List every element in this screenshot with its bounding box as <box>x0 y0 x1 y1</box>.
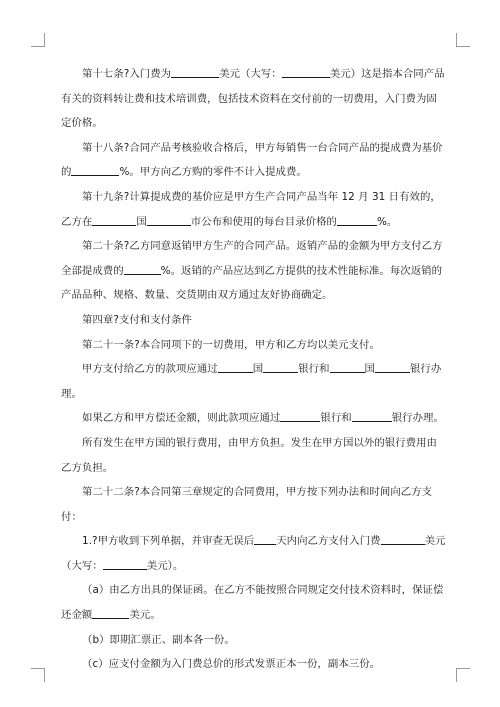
article-22: 第二十二条?本合同第三章规定的合同费用，甲方按下列办法和时间向乙方支付： <box>61 486 433 523</box>
payment-item-1 <box>61 529 446 578</box>
bank-name-1-blank <box>263 361 298 373</box>
article-17 <box>61 62 446 136</box>
item-c: （c）应支付金额为入门费总价的形式发票正本一份，副本三份。 <box>82 658 381 671</box>
crop-mark-bottom-left <box>31 668 45 682</box>
days-blank <box>254 533 276 545</box>
payment-bank-mid1: 国 <box>252 363 264 376</box>
guarantee-amount-blank <box>92 607 129 619</box>
document-body <box>61 62 446 677</box>
bank-fees-clause: 所有发生在甲方国的银行费用，由甲方负担。发生在甲方国以外的银行费用由乙方负担。 <box>61 436 437 474</box>
article-17-lead: 第十七条?入门费为 <box>82 68 172 80</box>
payment-item-1-mid2: 美元（大写： <box>61 535 446 572</box>
entry-fee-words-blank <box>282 66 330 78</box>
entry-fee-amount-words-blank <box>103 558 147 570</box>
repayment-mid1: 银行和 <box>320 412 352 425</box>
entry-fee-amount-blank <box>381 533 425 545</box>
article-20-tail: %。返销的产品应达到乙方提供的技术性能标准。每次返销的产品品种、规格、数量、交货期由双方通过友好协商确定。 <box>61 264 443 302</box>
payment-bank-clause <box>61 357 446 406</box>
buyback-percent-blank <box>124 263 161 275</box>
article-19-mid1: 国 <box>136 215 147 228</box>
chapter-4-heading: 第四章?支付和支付条件 <box>82 313 192 326</box>
crop-mark-top-left <box>31 33 45 47</box>
bank-country-1-blank <box>218 361 253 373</box>
repay-bank-2-blank <box>352 410 392 422</box>
payment-item-1-tail: 美元）。 <box>146 559 184 572</box>
item-b: （b）即期汇票正、副本各一份。 <box>82 633 235 646</box>
bank-name-2-blank <box>375 361 410 373</box>
bank-country-2-blank <box>330 361 365 373</box>
entry-fee-blank <box>171 66 219 78</box>
article-20 <box>61 234 446 308</box>
payment-item-1-lead: 1.?甲方收到下列单据，并审查无误后 <box>82 535 255 548</box>
article-17-text: 美元）这是指本合同产品有关的资料转让费和技术培训费，包括技术资料在交付前的一切费用，入门费为固定价格。 <box>61 68 445 130</box>
item-a-lead: （a）由乙方出具的保证函。在乙方不能按照合同规定交付技术资料时，保证偿还金额 <box>61 584 444 622</box>
article-19-lead: 第十九条?计算提成费的基价应是甲方生产合同产品当年 12 月 31 日有效的，乙方在 <box>61 190 441 228</box>
payment-item-1-mid1: 天内向乙方支付入门费 <box>276 535 381 548</box>
country-blank <box>92 214 136 226</box>
article-19-mid2: 市公布和使用的每台目录价格的 <box>190 215 337 228</box>
royalty-percent-blank <box>71 164 119 176</box>
repay-bank-1-blank <box>280 410 320 422</box>
payment-bank-lead: 甲方支付给乙方的款项应通过 <box>82 363 218 376</box>
article-19 <box>61 185 446 234</box>
catalog-percent-blank <box>337 214 377 226</box>
article-18-lead: 第十八条?合同产品考核验收合格后，甲方每销售一台合同产品的提成费为基价的 <box>61 141 443 179</box>
crop-mark-top-right <box>456 33 470 47</box>
article-18 <box>61 136 446 185</box>
article-19-tail: %。 <box>376 215 398 228</box>
repayment-tail: 银行办理。 <box>391 412 444 425</box>
article-21: 第二十一条?本合同项下的一切费用，甲方和乙方均以美元支付。 <box>82 338 380 351</box>
payment-bank-tail: 银行办理。 <box>61 363 442 400</box>
article-18-tail: %。甲方向乙方购的零件不计入提成费。 <box>119 166 307 179</box>
payment-bank-mid3: 国 <box>364 363 375 376</box>
repayment-lead: 如果乙方和甲方偿还金额，则此款项应通过 <box>82 412 281 425</box>
city-blank <box>147 214 191 226</box>
payment-bank-mid2: 银行和 <box>298 363 330 376</box>
article-17-mid1: 美元（大写： <box>219 68 282 80</box>
crop-mark-bottom-right <box>456 668 470 682</box>
item-a <box>61 578 446 627</box>
repayment-clause <box>61 406 446 431</box>
article-20-lead: 第二十条?乙方同意返销甲方生产的合同产品。返销产品的金额为甲方支付乙方全部提成费的 <box>61 240 443 277</box>
item-a-tail: 美元。 <box>129 609 161 622</box>
